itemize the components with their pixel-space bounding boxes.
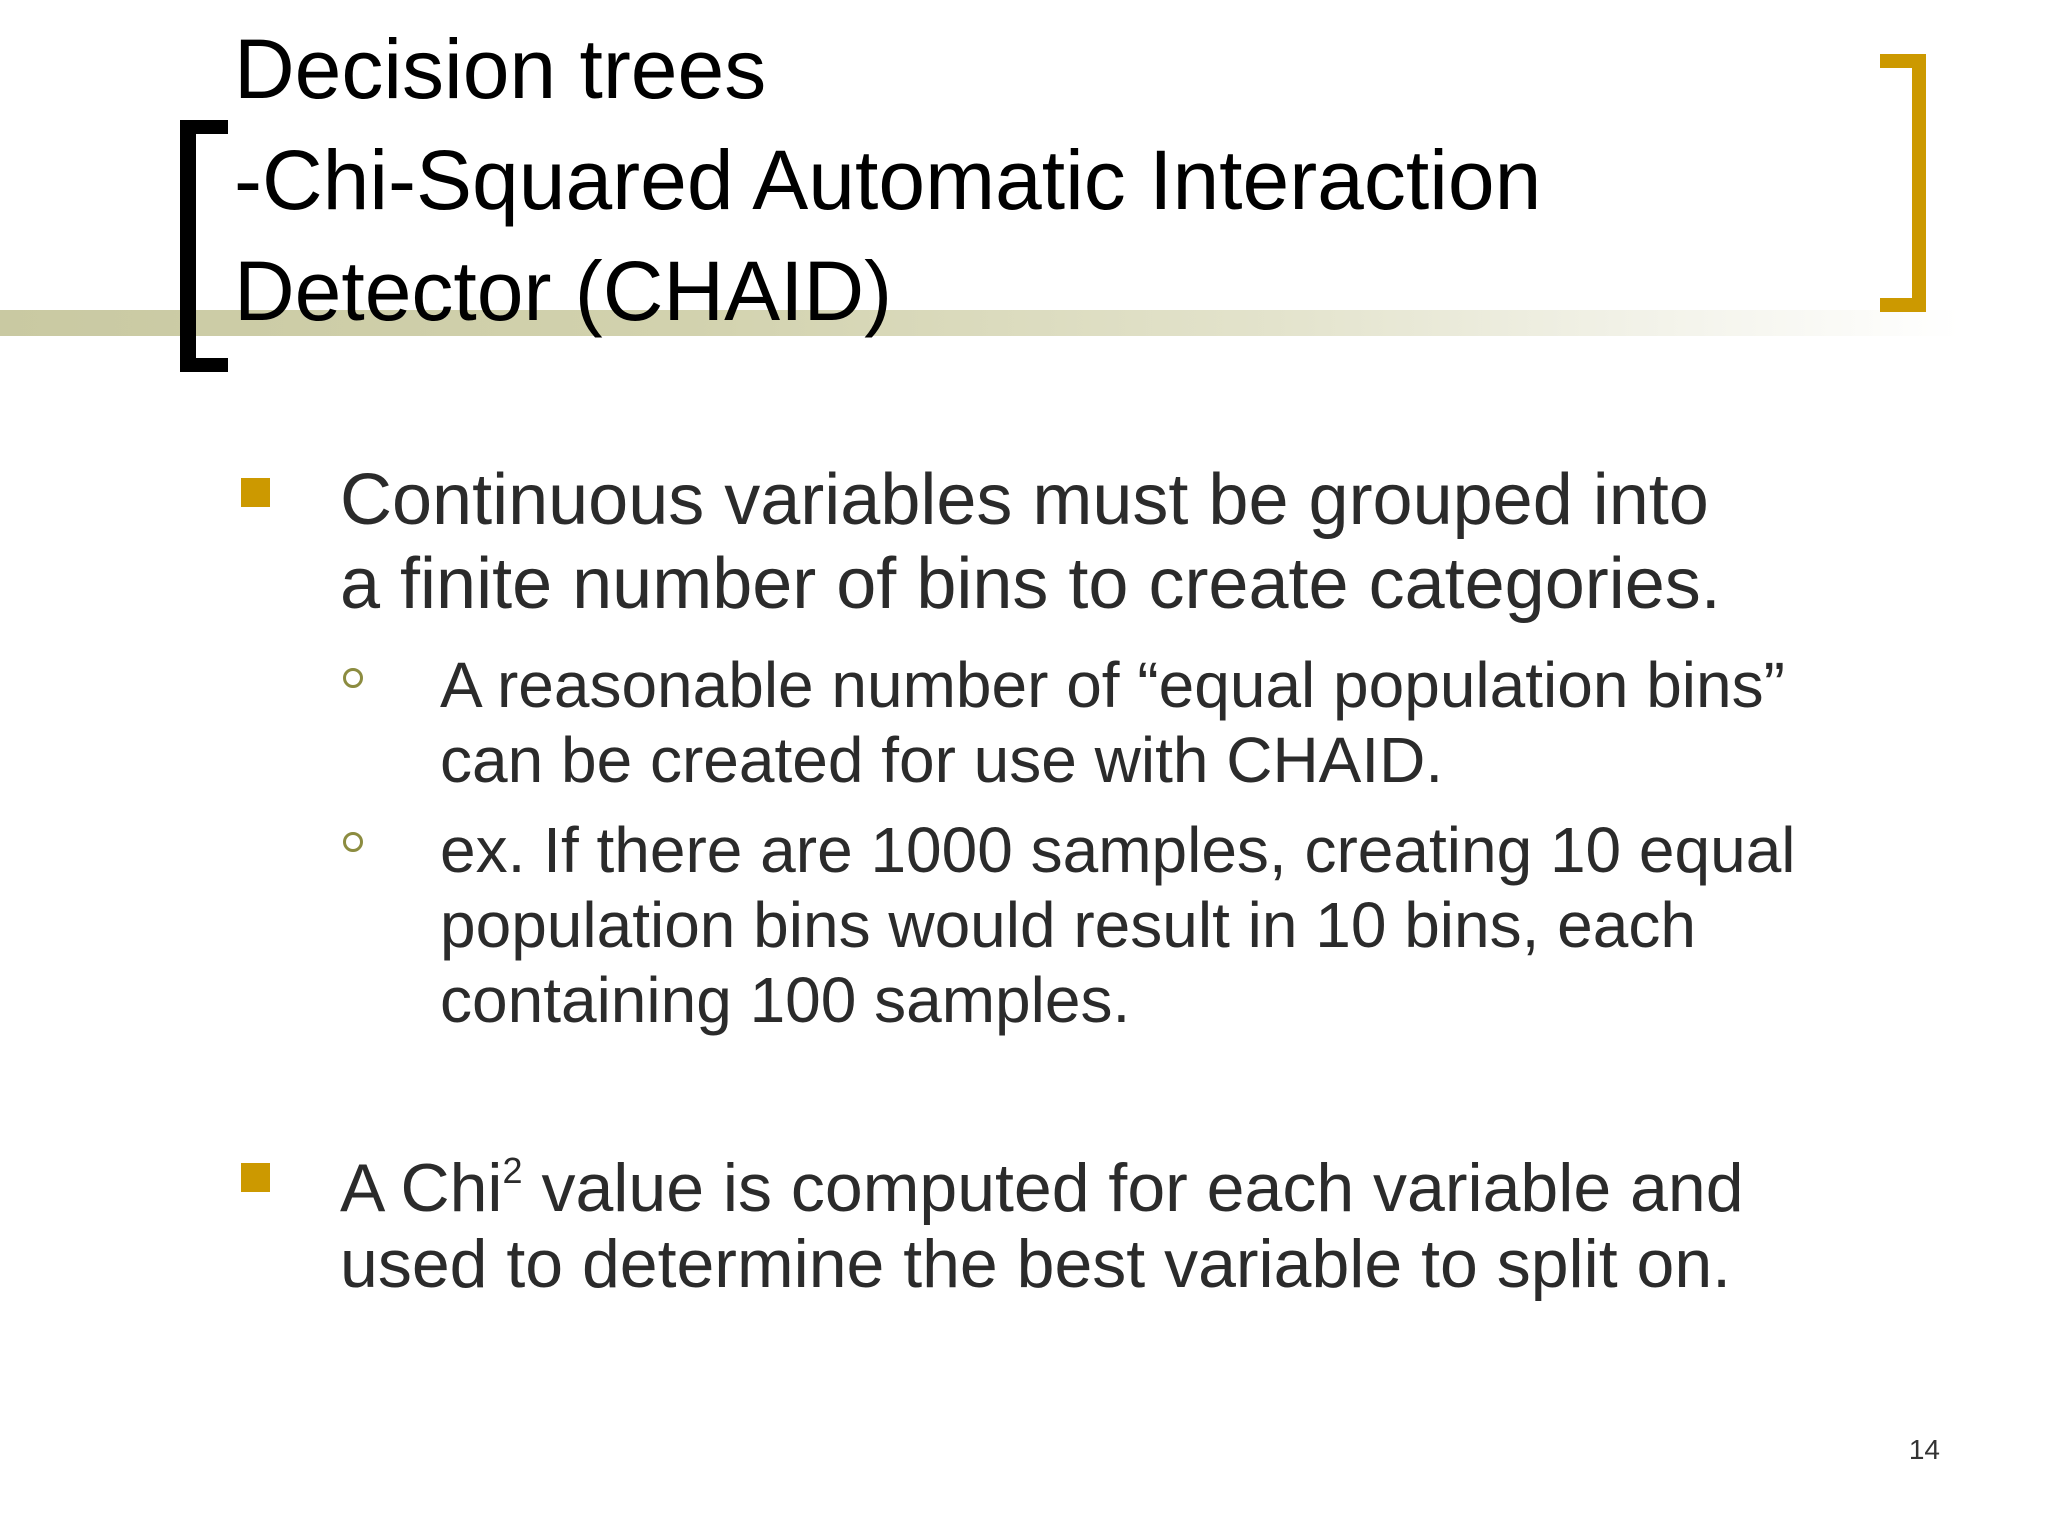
circle-bullet-icon xyxy=(343,832,363,852)
title-line-3: Detector (CHAID) xyxy=(234,244,893,338)
sub-bullet-2-line-2: population bins would result in 10 bins, each xyxy=(440,889,1696,961)
bullet-1-text xyxy=(340,458,2000,626)
bullet-2-post: value is computed for each variable and xyxy=(522,1150,1744,1226)
sub-bullet-1-text xyxy=(440,648,2000,798)
slide-title xyxy=(234,14,1874,347)
sub-bullet-2-line-3: containing 100 samples. xyxy=(440,964,1131,1036)
page-number: 14 xyxy=(1908,1434,1940,1465)
bullet-2-line-2: used to determine the best variable to split on. xyxy=(340,1226,1732,1302)
bullet-1-line-2: a finite number of bins to create categories. xyxy=(340,544,1721,624)
right-bracket-decoration xyxy=(1880,54,1926,312)
bullet-2-pre: A Chi xyxy=(340,1150,503,1226)
sub-bullet-1-line-2: can be created for use with CHAID. xyxy=(440,724,1444,796)
sub-bullet-2-text xyxy=(440,813,2000,1038)
bullet-2-text xyxy=(340,1150,2000,1302)
bullet-1-line-1: Continuous variables must be grouped into xyxy=(340,460,1709,540)
bullet-2-line-1 xyxy=(340,1150,2000,1226)
left-bracket-decoration xyxy=(180,120,228,372)
square-bullet-icon xyxy=(241,478,270,507)
square-bullet-icon xyxy=(241,1163,270,1192)
sub-bullet-2-line-1: ex. If there are 1000 samples, creating 10 equal xyxy=(440,814,1796,886)
circle-bullet-icon xyxy=(343,668,363,688)
title-line-2: -Chi-Squared Automatic Interaction xyxy=(234,133,1542,227)
superscript-2: 2 xyxy=(502,1150,523,1191)
sub-bullet-1-line-1: A reasonable number of “equal population bins” xyxy=(440,649,1785,721)
title-line-1: Decision trees xyxy=(234,22,767,116)
